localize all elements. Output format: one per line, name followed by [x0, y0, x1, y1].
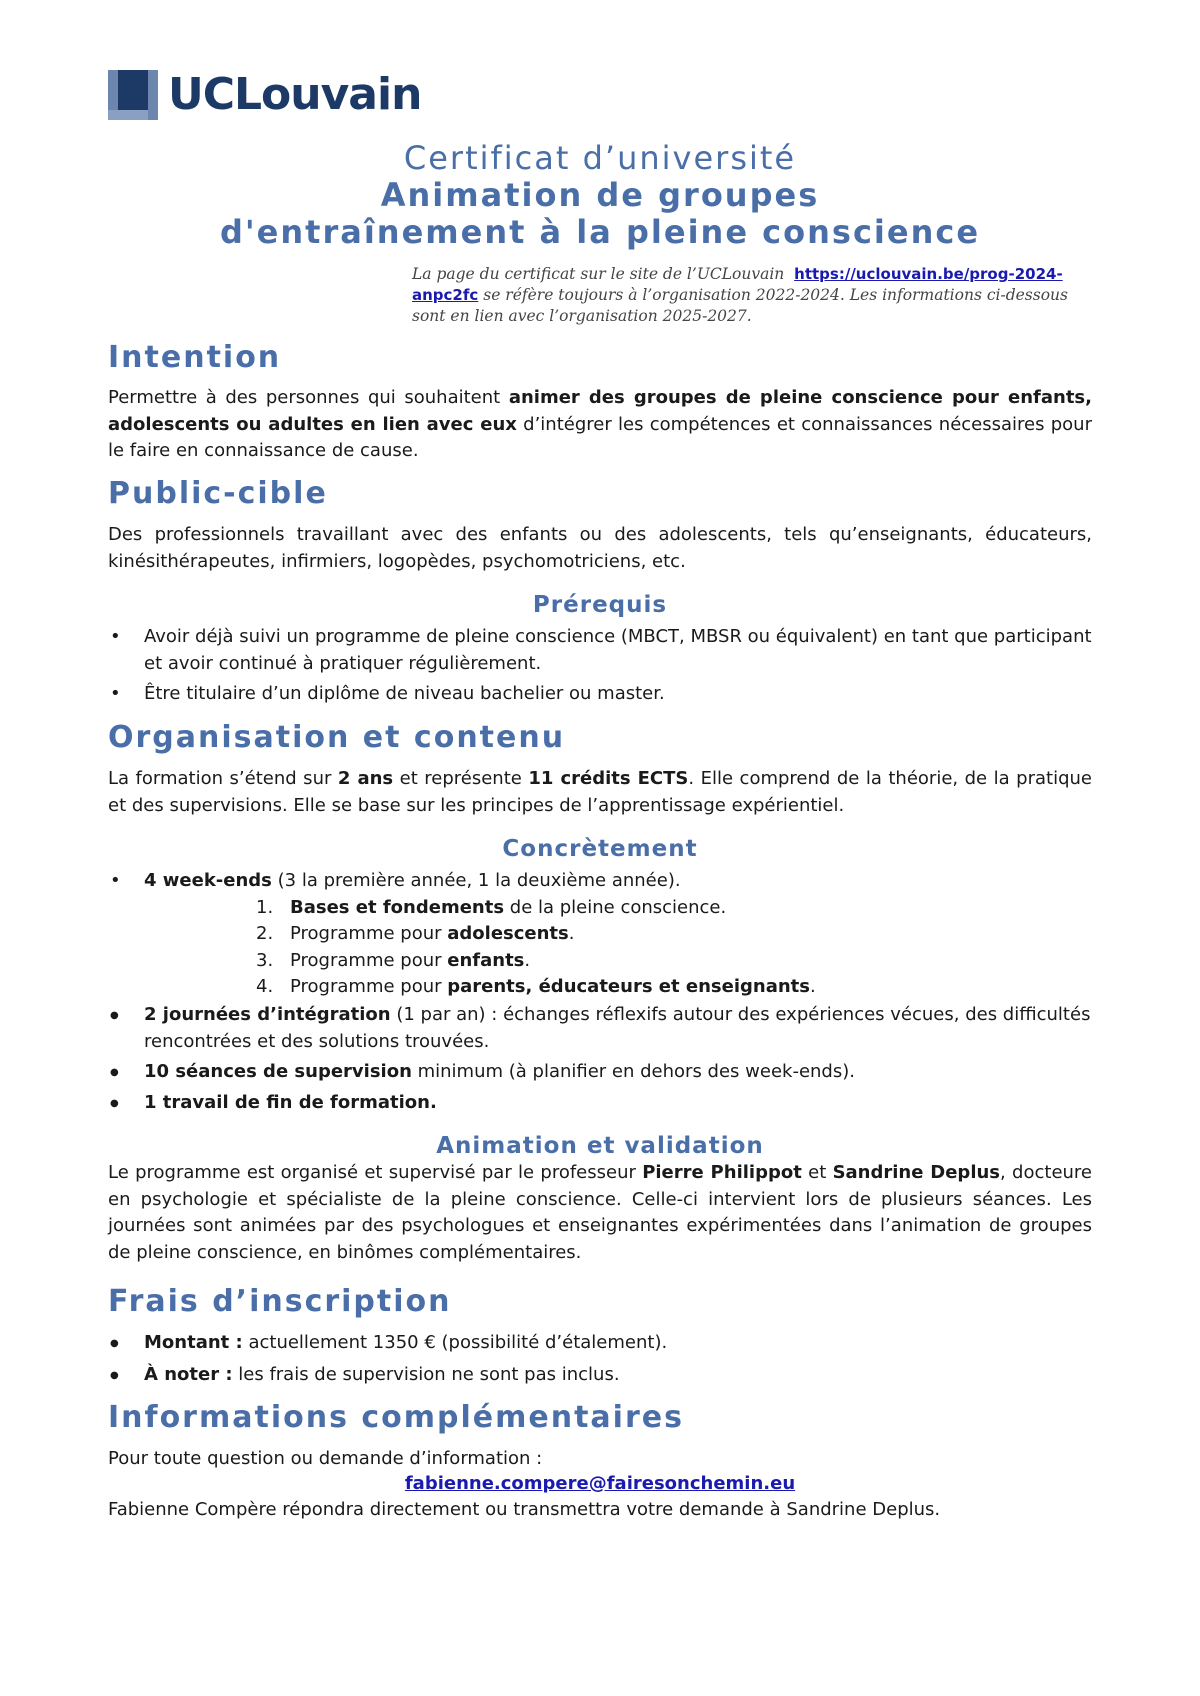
sublist-item: 3. Programme pour enfants.	[256, 949, 531, 971]
certificate-note	[412, 264, 1087, 327]
weekend-sublist	[144, 895, 1098, 1001]
heading-animation: Animation et validation	[436, 1133, 764, 1159]
note-text-after: se réfère toujours à l’organisation 2022-2024. Les informations ci-dessous sont en lien avec l’organisation 2025-2027.	[412, 286, 1068, 325]
contact-email-link[interactable]: fabienne.compere@fairesonchemin.eu	[404, 1473, 796, 1494]
list-item: ● 1 travail de fin de formation.	[108, 1090, 1098, 1117]
prerequis-list	[108, 624, 1098, 708]
logo-text: UCLouvain	[168, 69, 422, 120]
contact-email	[108, 1471, 1092, 1497]
document-title	[108, 140, 1092, 251]
title-line-2: Animation de groupes	[380, 176, 820, 214]
public-cible-paragraph: Des professionnels travaillant avec des enfants ou des adolescents, tels qu’enseignants, éducateurs, kinésithérapeutes, infirmiers, logopèdes, psychomotriciens, etc.	[108, 524, 1092, 572]
concretement-list	[108, 868, 1098, 1001]
certificate-page-link[interactable]: https://uclouvain.be/prog-2024-anpc2fc	[412, 265, 1063, 304]
heading-concretement: Concrètement	[502, 836, 698, 862]
list-item: ● À noter : les frais de supervision ne sont pas inclus.	[108, 1362, 1098, 1389]
list-item: • Avoir déjà suivi un programme de pleine conscience (MBCT, MBSR ou équivalent) en tant que participant et avoir continué à pratiquer régulièrement.	[108, 624, 1098, 677]
list-item: ● 10 séances de supervision minimum (à planifier en dehors des week-ends).	[108, 1059, 1098, 1086]
infos-intro: Pour toute question ou demande d’information :	[108, 1448, 543, 1469]
note-text-before: La page du certificat sur le site de l’UCLouvain	[412, 265, 785, 283]
intention-paragraph: Permettre à des personnes qui souhaitent animer des groupes de pleine conscience pour enfants, adolescents ou adultes en lien avec eux d’intégrer les compétences et connaissances nécessaires pour le faire en connaissance de cause.	[108, 387, 1092, 461]
list-item: ● 2 journées d’intégration (1 par an) : échanges réflexifs autour des expériences vécues, des difficultés rencontrées et des solutions trouvées.	[108, 1002, 1098, 1055]
animation-paragraph: Le programme est organisé et supervisé par le professeur Pierre Philippot et Sandrine Deplus, docteure en psychologie et spécialiste de la pleine conscience. Celle-ci intervient lors de plusieurs séances. Les journées sont animées par des psychologues et enseignantes expérimentées dans l’animation de groupes de pleine conscience, en binômes complémentaires.	[108, 1162, 1093, 1263]
heading-public-cible: Public-cible	[108, 476, 328, 511]
sublist-item: 1. Bases et fondements de la pleine conscience.	[256, 896, 727, 918]
heading-intention: Intention	[108, 340, 282, 375]
heading-prerequis: Prérequis	[532, 592, 668, 618]
list-item: • Être titulaire d’un diplôme de niveau bachelier ou master.	[108, 681, 1098, 708]
title-line-1: Certificat d’université	[403, 139, 797, 177]
heading-informations: Informations complémentaires	[108, 1400, 684, 1435]
list-item: • 4 week-ends (3 la première année, 1 la deuxième année). 1. Bases et fondements de la pleine conscience. 2. Programme pour adolescents. 3. Programme pour enfants. 4. Programme pour parents, éducateurs et enseignants.	[108, 868, 1098, 1001]
frais-list	[108, 1330, 1098, 1388]
list-item: ● Montant : actuellement 1350 € (possibilité d’étalement).	[108, 1330, 1098, 1357]
concretement-list-2	[108, 1002, 1098, 1116]
title-line-3: d'entraînement à la pleine conscience	[219, 213, 981, 251]
sublist-item: 4. Programme pour parents, éducateurs et enseignants.	[256, 976, 816, 997]
uclouvain-logo	[108, 70, 421, 120]
sublist-item: 2. Programme pour adolescents.	[256, 923, 575, 944]
infos-outro: Fabienne Compère répondra directement ou transmettra votre demande à Sandrine Deplus.	[108, 1499, 941, 1520]
heading-frais: Frais d’inscription	[108, 1284, 452, 1319]
organisation-paragraph: La formation s’étend sur 2 ans et représente 11 crédits ECTS. Elle comprend de la théorie, de la pratique et des supervisions. Elle se base sur les principes de l’apprentissage expérientiel.	[108, 768, 1092, 816]
heading-organisation: Organisation et contenu	[108, 720, 566, 755]
uclouvain-logo-mark-icon	[108, 70, 158, 120]
